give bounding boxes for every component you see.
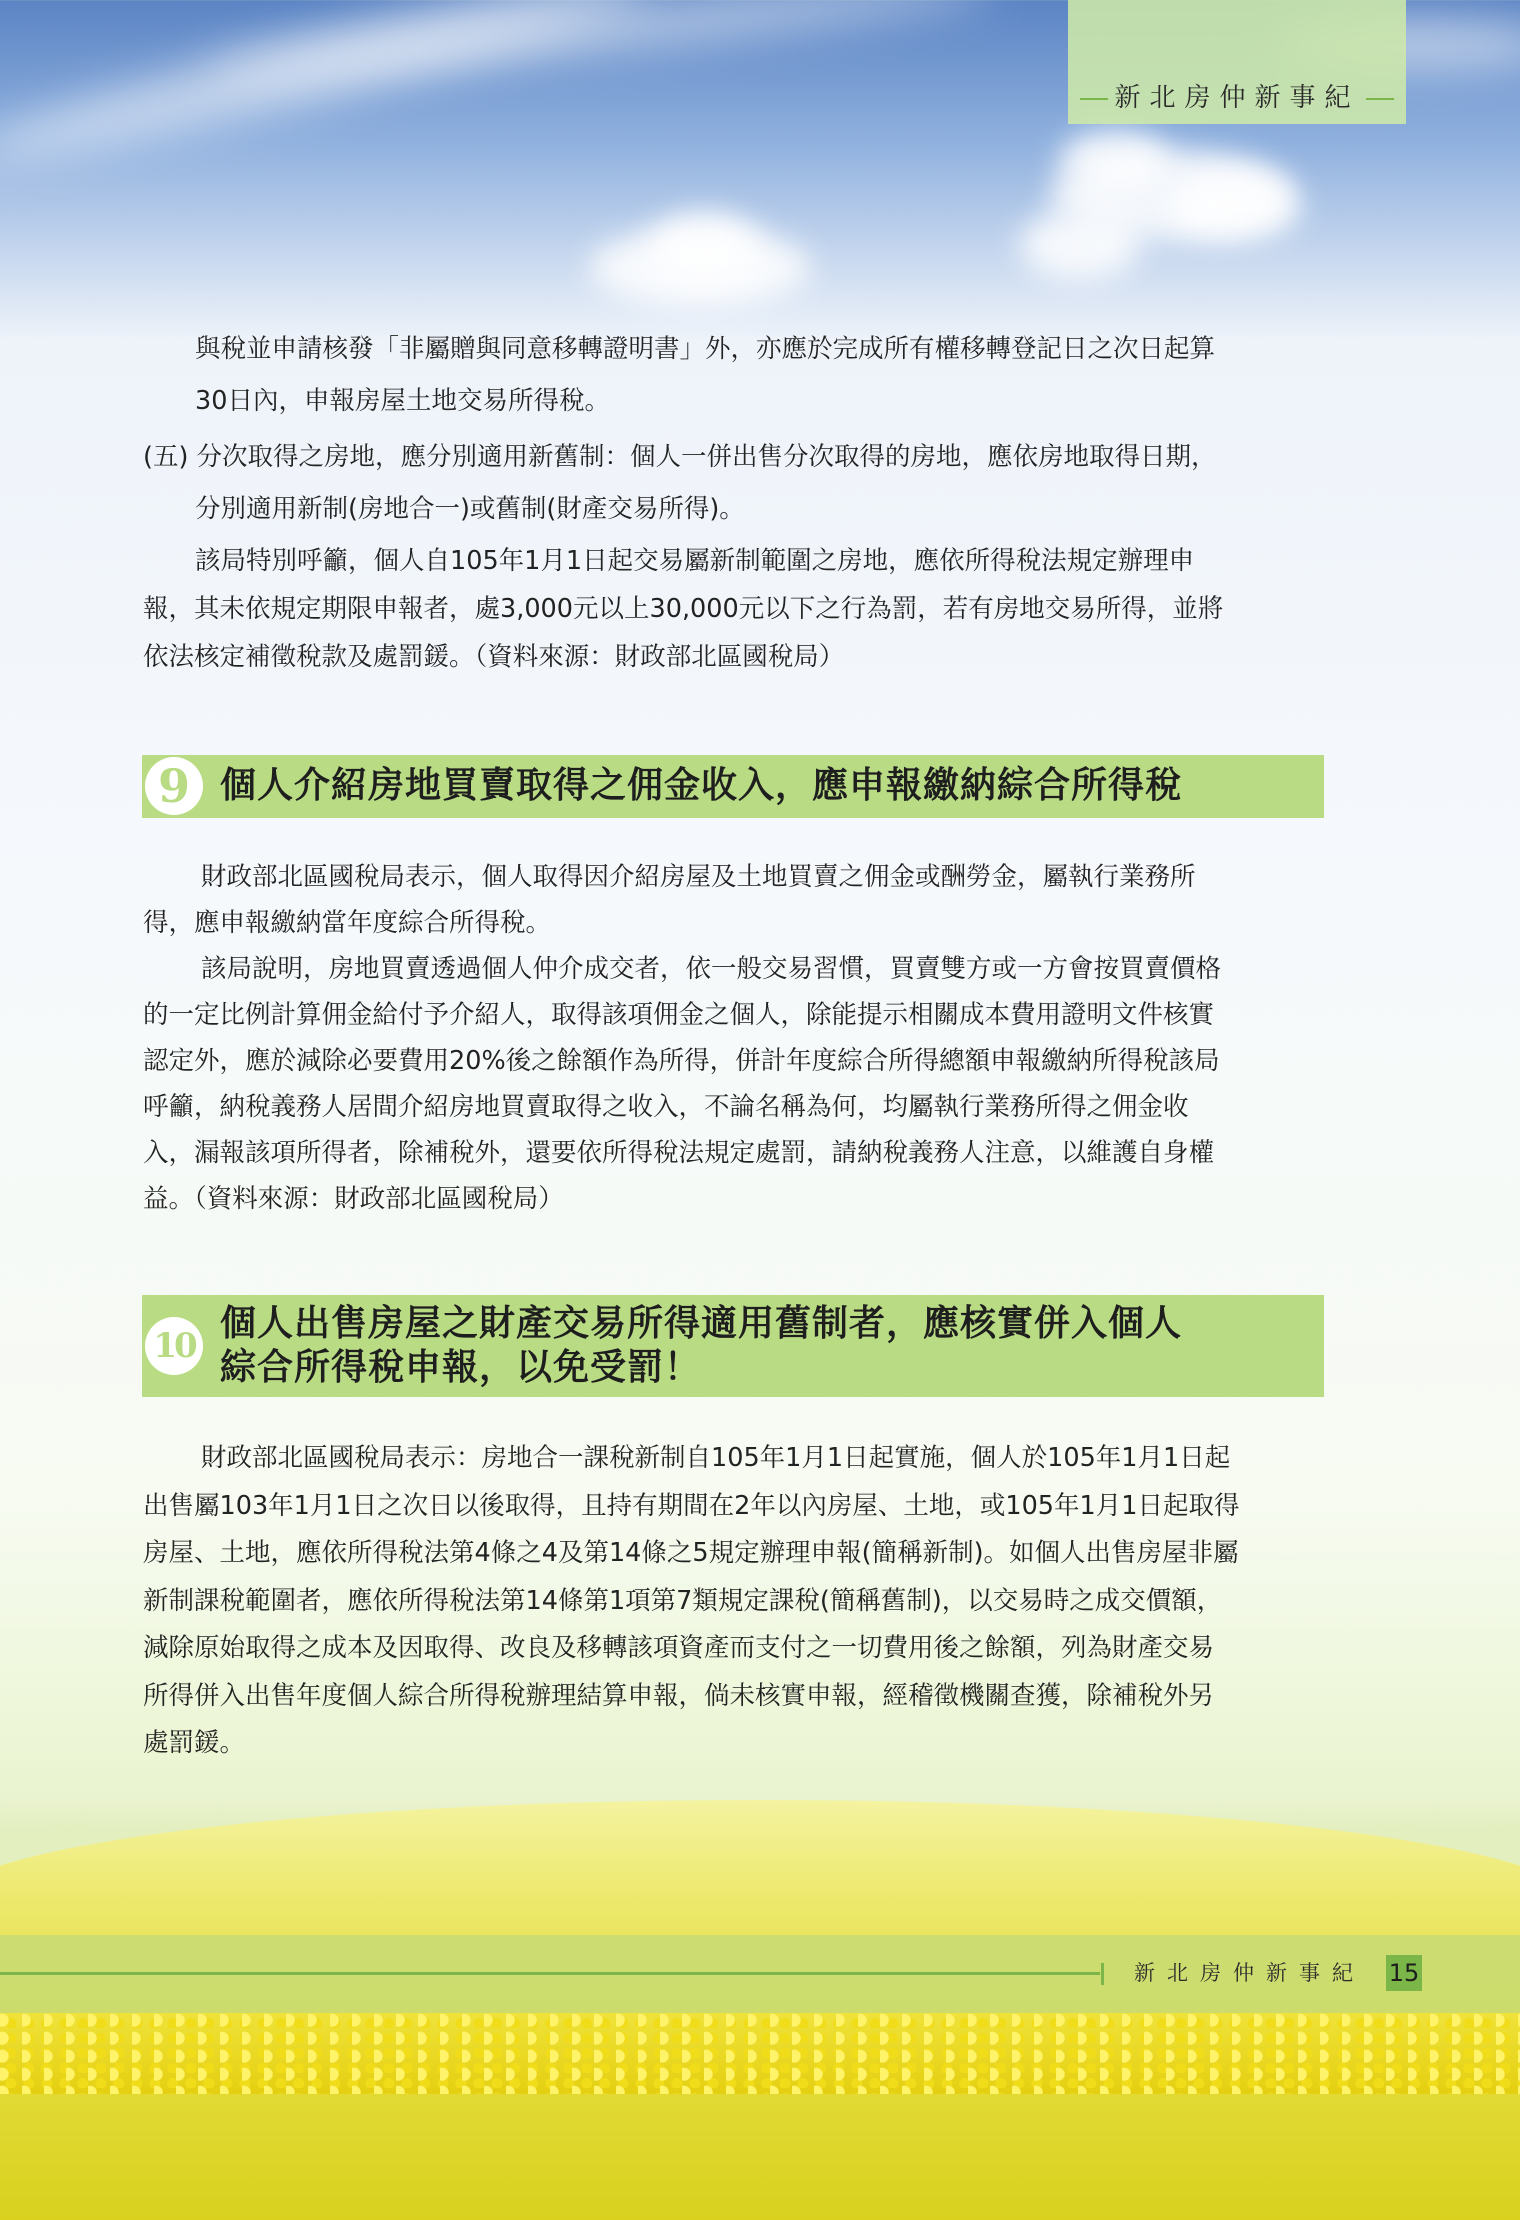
section-10-heading bbox=[142, 1295, 1324, 1397]
text-line: 呼籲，納稅義務人居間介紹房地買賣取得之收入，不論名稱為何，均屬執行業務所得之佣金收 bbox=[143, 1092, 1189, 1122]
text-line: 該局特別呼籲，個人自105年1月1日起交易屬新制範圍之房地，應依所得稅法規定辦理申 bbox=[195, 546, 1195, 576]
text-line: (五) 分次取得之房地，應分別適用新舊制：個人一併出售分次取得的房地，應依房地取得日期， bbox=[143, 442, 1217, 472]
notice-paragraph bbox=[143, 537, 1323, 681]
text-line: 與稅並申請核發「非屬贈與同意移轉證明書」外，亦應於完成所有權移轉登記日之次日起算 bbox=[195, 334, 1216, 364]
section-10-number-badge: 10 bbox=[145, 1317, 203, 1375]
section-10-body bbox=[143, 1435, 1323, 1768]
text-line: 入，漏報該項所得者，除補稅外，還要依所得稅法規定處罰，請納稅義務人注意，以維護自身權 bbox=[143, 1138, 1215, 1168]
section-9-body bbox=[143, 854, 1323, 1222]
text-line: 得，應申報繳納當年度綜合所得稅。 bbox=[143, 908, 552, 938]
section-10-title bbox=[220, 1302, 1182, 1390]
text-line: 新制課稅範圍者，應依所得稅法第14條第1項第7類規定課稅(簡稱舊制)，以交易時之成交價額， bbox=[143, 1585, 1223, 1616]
text-line: 財政部北區國稅局表示，個人取得因介紹房屋及土地買賣之佣金或酬勞金，屬執行業務所 bbox=[201, 862, 1196, 892]
cloud bbox=[1020, 210, 1140, 280]
text-line: 分別適用新制(房地合一)或舊制(財產交易所得)。 bbox=[195, 494, 745, 524]
text-line: 財政部北區國稅局表示：房地合一課稅新制自105年1月1日起實施，個人於105年1月1日起 bbox=[201, 1443, 1231, 1473]
text-line: 出售屬103年1月1日之次日以後取得，且持有期間在2年以內房屋、土地，或105年1月1日起取得 bbox=[143, 1490, 1240, 1521]
footer-rule bbox=[0, 1972, 1100, 1975]
page-number: 15 bbox=[1386, 1955, 1422, 1991]
header-title: 新北房仲新事紀 bbox=[1068, 76, 1406, 120]
flower-field bbox=[0, 2013, 1520, 2094]
footer-title: 新北房仲新事紀 bbox=[1134, 1961, 1365, 1985]
text-line: 所得併入出售年度個人綜合所得稅辦理結算申報，倘未核實申報，經稽徵機關查獲，除補稅外另 bbox=[143, 1680, 1215, 1711]
section-10-title-line: 綜合所得稅申報，以免受罰！ bbox=[220, 1347, 702, 1388]
cloud bbox=[1170, 170, 1300, 240]
footer-rule-end bbox=[1101, 1963, 1104, 1985]
section-10-title-line: 個人出售房屋之財產交易所得適用舊制者，應核實併入個人 bbox=[220, 1303, 1183, 1344]
text-line: 房屋、土地，應依所得稅法第4條之4及第14條之5規定辦理申報(簡稱新制)。如個人出售房屋非屬 bbox=[143, 1538, 1239, 1568]
section-9-title: 個人介紹房地買賣取得之佣金收入，應申報繳納綜合所得稅 bbox=[220, 765, 1183, 806]
section-9-heading bbox=[142, 755, 1324, 818]
text-line: 依法核定補徵稅款及處罰鍰。（資料來源：財政部北區國稅局） bbox=[143, 642, 845, 672]
text-line: 益。（資料來源：財政部北區國稅局） bbox=[143, 1184, 564, 1214]
text-line: 的一定比例計算佣金給付予介紹人，取得該項佣金之個人，除能提示相關成本費用證明文件核實 bbox=[143, 1000, 1215, 1030]
item-five bbox=[143, 431, 1323, 535]
text-line: 處罰鍰。 bbox=[143, 1728, 246, 1758]
text-line: 減除原始取得之成本及因取得、改良及移轉該項資產而支付之一切費用後之餘額，列為財產交易 bbox=[143, 1633, 1215, 1663]
text-line: 認定外，應於減除必要費用20%後之餘額作為所得，併計年度綜合所得總額申報繳納所得稅該局 bbox=[143, 1046, 1220, 1076]
text-line: 該局說明，房地買賣透過個人仲介成交者，依一般交易習慣，買賣雙方或一方會按買賣價格 bbox=[201, 954, 1222, 984]
text-line: 30日內，申報房屋土地交易所得稅。 bbox=[195, 386, 610, 416]
intro-paragraph bbox=[143, 323, 1375, 427]
cloud bbox=[650, 212, 760, 282]
cloud bbox=[1060, 130, 1170, 190]
section-9-number-badge: 9 bbox=[145, 757, 203, 815]
text-line: 報，其未依規定期限申報者，處3,000元以上30,000元以下之行為罰，若有房地交易所得，並將 bbox=[143, 594, 1224, 624]
